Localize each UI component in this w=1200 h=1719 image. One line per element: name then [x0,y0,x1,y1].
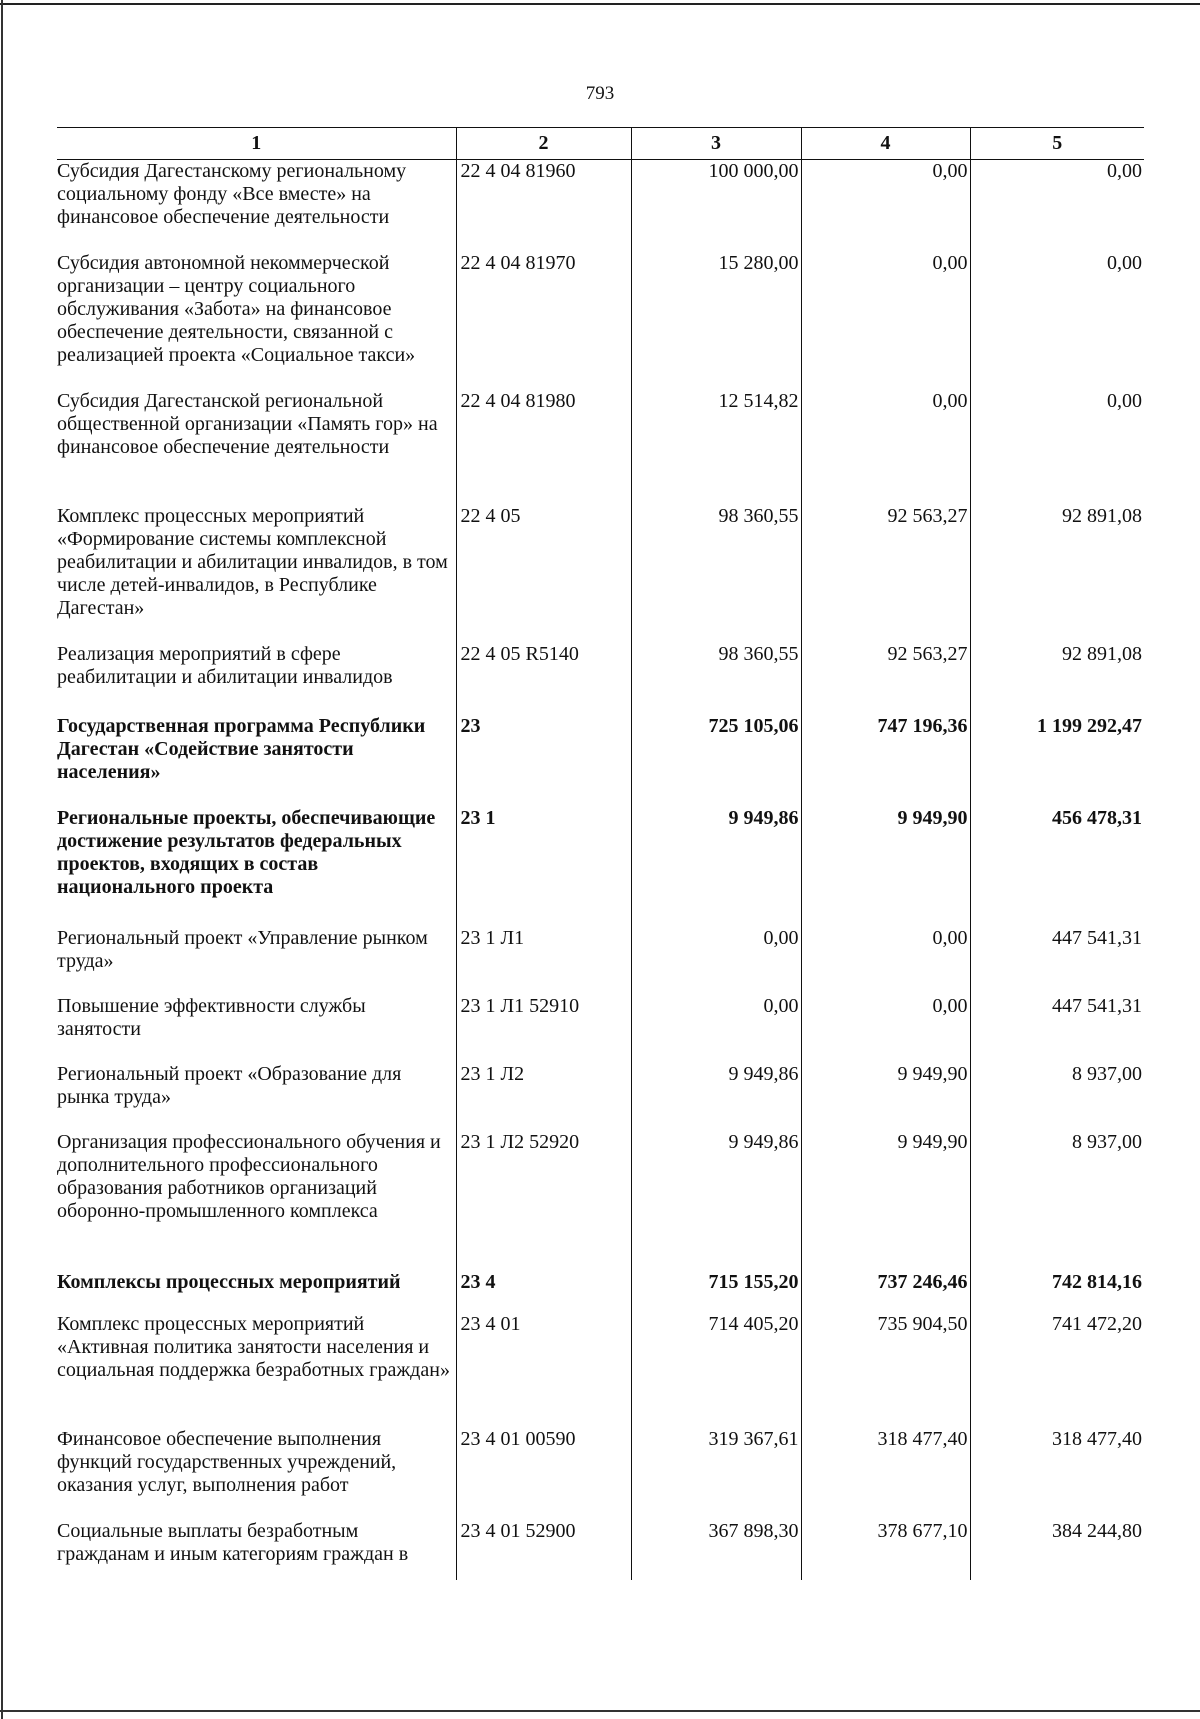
row-name-cell: Региональный проект «Управление рынком труда» [57,926,428,972]
row-code-cell: 22 4 05 R5140 [456,643,631,715]
table-row [57,1271,1144,1313]
row-name-cell: Комплекс процессных мероприятий «Формирование системы комплексной реабилитации и абилитации инвалидов, в том числе детей-инвалидов, в Республике Дагестан» [57,504,448,619]
row-value-col3: 98 360,55 [631,643,801,715]
row-value-col5: 742 814,16 [970,1271,1144,1313]
row-value-col3: 100 000,00 [631,160,801,252]
row-value-col5: 8 937,00 [970,1063,1144,1131]
table-row [57,390,1144,505]
row-value-col4: 747 196,36 [801,715,970,807]
top-border-line [0,3,1200,5]
row-code-cell: 23 1 Л1 52910 [456,995,631,1063]
row-name-cell: Государственная программа Республики Дагестан «Содействие занятости населения» [57,714,426,783]
row-value-col4: 735 904,50 [801,1313,970,1428]
table-header-row [57,128,1144,160]
row-value-col4: 0,00 [801,995,970,1063]
row-value-col5: 0,00 [970,390,1144,505]
row-code-cell: 23 4 01 00590 [456,1428,631,1520]
row-name-cell: Организация профессионального обучения и дополнительного профессионального образования работников организаций оборонно-промышленного комплекса [57,1130,441,1222]
row-value-col5: 1 199 292,47 [970,715,1144,807]
row-value-col5: 0,00 [970,252,1144,390]
row-value-col4: 318 477,40 [801,1428,970,1520]
row-value-col3: 725 105,06 [631,715,801,807]
row-code-cell: 23 1 Л1 [456,927,631,995]
row-code-cell: 22 4 05 [456,505,631,643]
table-row [57,643,1144,715]
row-code-cell: 22 4 04 81980 [456,390,631,505]
left-border-line [1,0,3,1719]
table-row [57,1428,1144,1520]
table-row [57,1313,1144,1428]
row-name-cell: Региональный проект «Образование для рынка труда» [57,1062,402,1108]
row-name-cell: Субсидия автономной некоммерческой организации – центру социального обслуживания «Забота» на финансовое обеспечение деятельности, связанной с реализацией проекта «Социальное такси» [57,251,416,366]
row-code-cell: 22 4 04 81970 [456,252,631,390]
table-body [57,160,1144,1580]
row-value-col5: 0,00 [970,160,1144,252]
row-value-col5: 741 472,20 [970,1313,1144,1428]
table-row [57,505,1144,643]
table-row [57,927,1144,995]
row-code-cell: 23 [456,715,631,807]
row-value-col4: 9 949,90 [801,1063,970,1131]
row-value-col4: 0,00 [801,160,970,252]
row-value-col3: 98 360,55 [631,505,801,643]
row-value-col4: 737 246,46 [801,1271,970,1313]
row-value-col4: 9 949,90 [801,807,970,927]
row-code-cell: 23 1 Л2 52920 [456,1131,631,1271]
column-header-1: 1 [57,128,456,160]
row-value-col4: 0,00 [801,252,970,390]
row-value-col5: 384 244,80 [970,1520,1144,1580]
table-row [57,995,1144,1063]
row-value-col5: 318 477,40 [970,1428,1144,1520]
row-value-col5: 92 891,08 [970,643,1144,715]
column-header-4: 4 [801,128,970,160]
table-row [57,252,1144,390]
row-code-cell: 23 4 01 52900 [456,1520,631,1580]
row-name-cell: Комплекс процессных мероприятий «Активная политика занятости населения и социальная поддержка безработных граждан» [57,1312,450,1381]
row-name-cell: Региональные проекты, обеспечивающие достижение результатов федеральных проектов, входящих в состав национального проекта [57,806,436,898]
row-value-col5: 456 478,31 [970,807,1144,927]
row-name-cell: Субсидия Дагестанской региональной общественной организации «Память гор» на финансовое обеспечение деятельности [57,389,438,458]
row-value-col4: 92 563,27 [801,643,970,715]
row-value-col4: 92 563,27 [801,505,970,643]
row-value-col3: 0,00 [631,927,801,995]
row-code-cell: 23 1 Л2 [456,1063,631,1131]
row-name-cell: Социальные выплаты безработным гражданам и иным категориям граждан в [57,1519,409,1565]
row-value-col3: 715 155,20 [631,1271,801,1313]
row-name-cell: Реализация мероприятий в сфере реабилитации и абилитации инвалидов [57,642,393,688]
row-code-cell: 22 4 04 81960 [456,160,631,252]
table-row [57,1131,1144,1271]
row-code-cell: 23 1 [456,807,631,927]
table-row [57,715,1144,807]
row-value-col5: 8 937,00 [970,1131,1144,1271]
bottom-border-line [0,1710,1200,1712]
row-value-col3: 9 949,86 [631,807,801,927]
table-row [57,160,1144,252]
row-value-col4: 0,00 [801,927,970,995]
row-value-col3: 714 405,20 [631,1313,801,1428]
column-header-2: 2 [456,128,631,160]
row-value-col5: 447 541,31 [970,995,1144,1063]
page-number: 793 [585,83,615,104]
budget-table [57,127,1144,1580]
table-row [57,1520,1144,1580]
row-name-cell: Субсидия Дагестанскому региональному социальному фонду «Все вместе» на финансовое обеспечение деятельности [57,160,407,228]
row-name-cell: Финансовое обеспечение выполнения функций государственных учреждений, оказания услуг, выполнения работ [57,1427,397,1496]
row-value-col4: 0,00 [801,390,970,505]
row-value-col3: 0,00 [631,995,801,1063]
row-value-col3: 367 898,30 [631,1520,801,1580]
row-value-col3: 9 949,86 [631,1131,801,1271]
table-row [57,807,1144,927]
column-header-5: 5 [970,128,1144,160]
table-row [57,1063,1144,1131]
row-name-cell: Комплексы процессных мероприятий [57,1270,401,1293]
row-value-col3: 15 280,00 [631,252,801,390]
row-value-col5: 92 891,08 [970,505,1144,643]
row-code-cell: 23 4 01 [456,1313,631,1428]
row-value-col3: 12 514,82 [631,390,801,505]
row-value-col4: 378 677,10 [801,1520,970,1580]
row-value-col3: 9 949,86 [631,1063,801,1131]
row-name-cell: Повышение эффективности службы занятости [57,994,366,1040]
row-code-cell: 23 4 [456,1271,631,1313]
row-value-col3: 319 367,61 [631,1428,801,1520]
column-header-3: 3 [631,128,801,160]
row-value-col5: 447 541,31 [970,927,1144,995]
row-value-col4: 9 949,90 [801,1131,970,1271]
